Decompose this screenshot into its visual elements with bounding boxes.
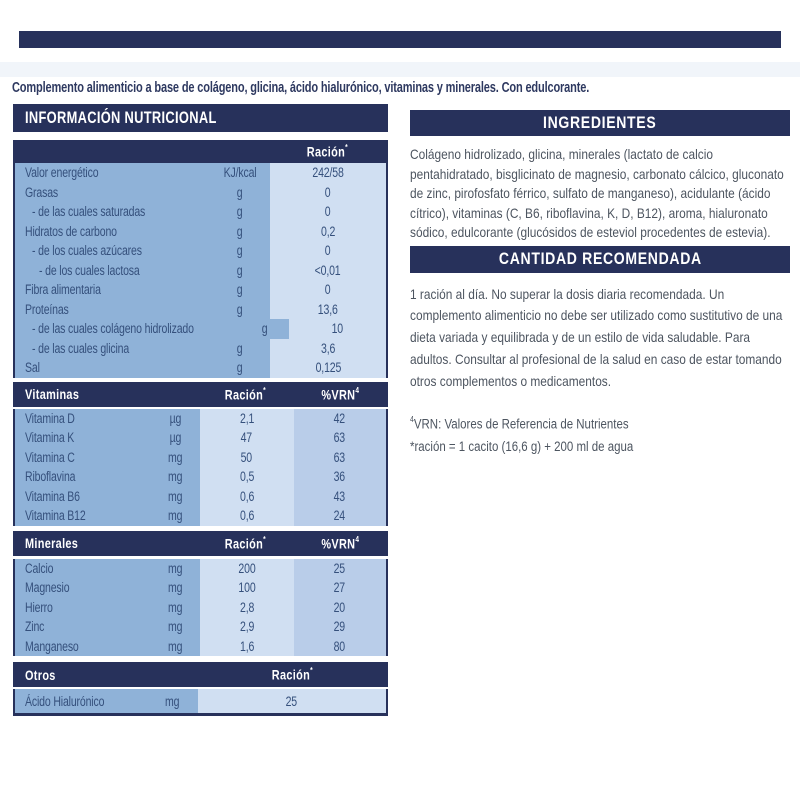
table-row: Manganeso mg 1,6 80 bbox=[15, 637, 386, 657]
vitamins-header-bar: Vitaminas Ración* %VRN$^4$ bbox=[13, 382, 388, 407]
table-row: - de las cuales colágeno hidrolizado g 10 bbox=[15, 319, 386, 339]
recommended-title-bar: CANTIDAD RECOMENDADA bbox=[410, 246, 790, 273]
table-row: Vitamina B12 mg 0,6 24 bbox=[15, 506, 386, 526]
nutrition-table bbox=[13, 104, 388, 716]
table-row: Fibra alimentaria g 0 bbox=[15, 280, 386, 300]
ingredients-text: Colágeno hidrolizado, glicina, minerales (lactato de calcio pentahidratado, bisglicinato de magnesio, carbonato cálcico, gluconato de zinc, pirofosfato férrico, sulfato de manganeso), acidulante (ácido cítrico), vitaminas (C, B6, riboflavina, K, D, B12), aroma, hialuronato sódico, edulcorante (glucósidos de esteviol procedentes de estevia). bbox=[410, 146, 784, 240]
table-row: Hidratos de carbono g 0,2 bbox=[15, 222, 386, 242]
table-row: Riboflavina mg 0,5 36 bbox=[15, 467, 386, 487]
info-column bbox=[410, 110, 790, 458]
others-header-bar: Otros Ración* bbox=[13, 662, 388, 687]
table-row: Vitamina C mg 50 63 bbox=[15, 448, 386, 468]
table-row: Ácido Hialurónico mg 25 bbox=[15, 689, 386, 713]
nutrition-table-title: INFORMACIÓN NUTRICIONAL bbox=[13, 104, 388, 132]
main-nutrition-rows bbox=[13, 163, 388, 378]
product-description-text: Complemento alimenticio a base de colágeno, glicina, ácido hialurónico, vitaminas y minerales. Con edulcorante. bbox=[12, 80, 590, 96]
faint-divider-band bbox=[0, 62, 800, 77]
table-row: Vitamina D µg 2,1 42 bbox=[15, 409, 386, 429]
footnotes bbox=[410, 410, 790, 458]
recommended-text: 1 ración al día. No superar la dosis diaria recomendada. Un complemento alimenticio no debe ser utilizado como sustitutivo de una dieta variada y equilibrada y de un estilo de vida saludable. Para adultos. Consultar al profesional de la salud en caso de estar tomando otros complementos o medicamentos. bbox=[410, 285, 783, 389]
other-rows bbox=[13, 689, 388, 716]
table-row: - de los cuales lactosa g <0,01 bbox=[15, 261, 386, 281]
ingredients-title-bar: INGREDIENTES bbox=[410, 110, 790, 136]
table-row: Magnesio mg 100 27 bbox=[15, 578, 386, 598]
table-row: - de los cuales azúcares g 0 bbox=[15, 241, 386, 261]
minerals-header-bar: Minerales Ración* %VRN$^4$ bbox=[13, 531, 388, 556]
table-row: Zinc mg 2,9 29 bbox=[15, 617, 386, 637]
table-row: Valor energético KJ/kcal 242/58 bbox=[15, 163, 386, 183]
table-row: Grasas g 0 bbox=[15, 183, 386, 203]
table-row: Calcio mg 200 25 bbox=[15, 559, 386, 579]
table-row: - de las cuales glicina g 3,6 bbox=[15, 339, 386, 359]
table-row: Vitamina B6 mg 0,6 43 bbox=[15, 487, 386, 507]
top-accent-bar bbox=[19, 31, 781, 48]
footnote-ration: *ración = 1 cacito (16,6 g) + 200 ml de agua bbox=[410, 438, 634, 454]
table-row: Sal g 0,125 bbox=[15, 358, 386, 378]
table-row: Vitamina K µg 47 63 bbox=[15, 428, 386, 448]
mineral-rows bbox=[13, 559, 388, 657]
table-row: Hierro mg 2,8 20 bbox=[15, 598, 386, 618]
product-description bbox=[12, 80, 771, 96]
vitamin-rows bbox=[13, 409, 388, 526]
table-row: - de las cuales saturadas g 0 bbox=[15, 202, 386, 222]
footnote-vrn: $^4$VRN: Valores de Referencia de Nutrientes bbox=[410, 415, 629, 432]
table-row: Proteínas g 13,6 bbox=[15, 300, 386, 320]
ration-header-bar: Ración* bbox=[13, 140, 388, 163]
